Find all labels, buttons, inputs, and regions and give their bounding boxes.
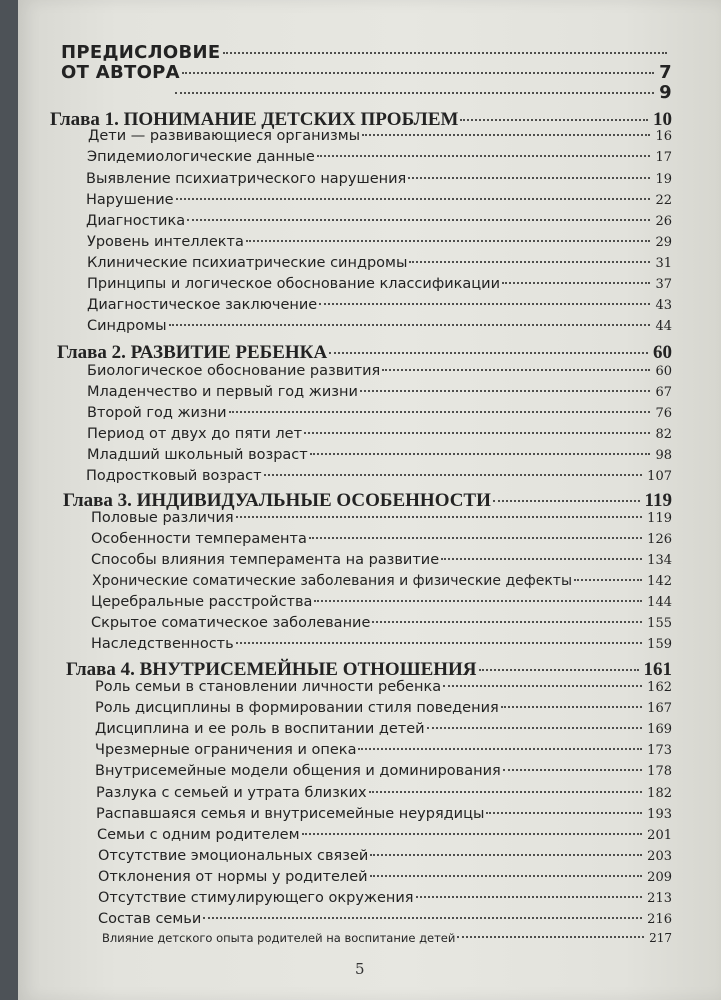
toc-title: Принципы и логическое обоснование классификации [87,276,501,292]
dot-leader [501,706,642,708]
toc-title: Разлука с семьей и утрата близких [96,785,367,801]
toc-entry [91,615,672,631]
toc-page-number: 209 [647,870,672,885]
toc-page-number: 67 [655,385,672,400]
toc-page-number: 161 [643,659,672,680]
toc-title: Отсутствие стимулирующего окружения [98,890,414,906]
toc-page-number: 10 [653,109,672,130]
toc-title: Распавшаяся семья и внутрисемейные неурядицы [96,806,485,822]
toc-title: Скрытое соматическое заболевание [91,615,371,631]
toc-entry [97,827,672,843]
toc-entry [96,785,672,801]
toc-page-number: 126 [647,532,672,547]
toc-title: Влияние детского опыта родителей на воспитание детей [102,931,456,945]
toc-entry [95,763,672,779]
dot-leader [182,72,654,74]
toc-page-number: 22 [655,193,672,208]
toc-title: Младенчество и первый год жизни [87,384,358,400]
toc-page-number: 37 [655,277,672,292]
toc-page-number: 60 [655,364,672,379]
toc-entry-author [61,62,672,83]
toc-entry [87,234,672,250]
toc-page-number: 76 [655,406,672,421]
toc-title: Дисциплина и ее роль в воспитании детей [95,721,425,737]
toc-page-number: 144 [647,595,672,610]
toc-page-number: 155 [647,616,672,631]
toc-entry [91,510,672,526]
toc-page-number: 31 [655,256,672,271]
toc-entry-blank [173,82,672,103]
toc-page-number: 167 [647,701,672,716]
toc-entry [87,318,672,334]
toc-title: Биологическое обоснование развития [87,363,381,379]
toc-entry [86,192,672,208]
dot-leader [223,52,668,54]
toc-entry [95,700,672,716]
dot-leader [372,621,642,623]
toc-entry [87,426,672,442]
dot-leader [382,369,650,371]
toc-title: Особенности темперамента [91,531,307,547]
dot-leader [309,537,642,539]
toc-title: Младший школьный возраст [87,447,308,463]
toc-entry [91,531,672,547]
dot-leader [427,727,643,729]
toc-title: Роль семьи в становлении личности ребенка [95,679,442,695]
toc-title: Наследственность [91,636,234,652]
toc-page-number: 107 [647,469,672,484]
toc-entry [87,255,672,271]
dot-leader [264,474,643,476]
dot-leader [236,516,643,518]
toc-title: Синдромы [87,318,167,334]
dot-leader [443,685,642,687]
toc-page-number: 182 [647,786,672,801]
toc-entry-chapter-2 [57,342,672,364]
toc-page-number: 178 [647,764,672,779]
toc-title: Второй год жизни [87,405,227,421]
toc-entry [86,468,672,484]
toc-entry [87,149,672,165]
toc-title: Хронические соматические заболевания и физические дефекты [92,573,572,589]
toc-title: Уровень интеллекта [87,234,244,250]
dot-leader [457,936,644,938]
toc-page-number: 60 [653,342,672,363]
toc-page-number: 162 [647,680,672,695]
toc-page-number: 142 [647,574,672,589]
dot-leader [236,642,643,644]
toc-entry [91,552,672,568]
dot-leader [310,453,651,455]
toc-title: Клинические психиатрические синдромы [87,255,408,271]
toc-title: Период от двух до пяти лет [87,426,303,442]
dot-leader [304,432,650,434]
toc-title: Глава 1. ПОНИМАНИЕ ДЕТСКИХ ПРОБЛЕМ [50,109,459,130]
toc-title: Эпидемиологические данные [87,149,315,165]
toc-entry [95,721,672,737]
toc-title: ОТ АВТОРА [61,62,180,83]
toc-page-number: 82 [655,427,672,442]
dot-leader [460,119,648,121]
toc-page-number: 159 [647,637,672,652]
dot-leader [229,411,651,413]
dot-leader [369,791,643,793]
toc-entry [86,213,672,229]
toc-entry [88,128,672,144]
toc-title: Отклонения от нормы у родителей [98,869,368,885]
toc-title: Чрезмерные ограничения и опека [95,742,357,758]
dot-leader [416,896,643,898]
dot-leader [441,558,642,560]
toc-page-number: 29 [655,235,672,250]
dot-leader [479,669,639,671]
toc-entry [95,679,672,695]
toc-entry [92,573,672,589]
dot-leader [169,324,651,326]
toc-page-number: 26 [655,214,672,229]
toc-entry [95,742,672,758]
toc-entry-chapter-4 [66,659,672,681]
toc-title: Роль дисциплины в формировании стиля поведения [95,700,499,716]
page-number: 5 [355,960,365,978]
toc-title: Способы влияния темперамента на развитие [91,552,440,568]
toc-page-number: 98 [655,448,672,463]
toc-page-number: 119 [644,490,672,511]
toc-entry [91,636,672,652]
toc-title: Внутрисемейные модели общения и доминирования [95,763,501,779]
toc-title: Семьи с одним родителем [97,827,300,843]
toc-entry [86,171,672,187]
dot-leader [176,198,651,200]
toc-page-number: 9 [659,82,672,103]
toc-entry [98,890,672,906]
toc-title: Глава 2. РАЗВИТИЕ РЕБЕНКА [57,342,328,363]
toc-title: Выявление психиатрического нарушения [86,171,407,187]
toc-entry [87,276,672,292]
toc-page-number: 213 [647,891,672,906]
toc-entry [91,594,672,610]
dot-leader [360,390,651,392]
toc-entry [98,869,672,885]
toc-page-number: 44 [655,319,672,334]
toc-entry-chapter-3 [63,490,672,512]
toc-title: Состав семьи [98,911,202,927]
dot-leader [574,579,642,581]
toc-title: Нарушение [86,192,174,208]
dot-leader [362,134,650,136]
dot-leader [370,854,642,856]
toc-entry [87,405,672,421]
toc-entry [87,363,672,379]
dot-leader [329,352,648,354]
toc-title: Церебральные расстройства [91,594,313,610]
toc-page-number: 16 [655,129,672,144]
toc-title: Дети — развивающиеся организмы [88,128,361,144]
toc-page-number: 193 [647,807,672,822]
dot-leader [203,917,642,919]
toc-title: Глава 3. ИНДИВИДУАЛЬНЫЕ ОСОБЕННОСТИ [63,490,491,511]
table-of-contents [18,0,721,1000]
toc-page-number: 43 [655,298,672,313]
dot-leader [314,600,642,602]
toc-title: Половые различия [91,510,234,526]
toc-entry [87,447,672,463]
dot-leader [408,177,650,179]
dot-leader [246,240,651,242]
toc-title: Диагностическое заключение [87,297,318,313]
toc-entry [96,806,672,822]
toc-page-number: 217 [649,931,672,945]
toc-entry [87,297,672,313]
dot-leader [317,155,651,157]
toc-entry [102,931,672,945]
dot-leader [486,812,642,814]
dot-leader [302,833,643,835]
toc-page-number: 173 [647,743,672,758]
dot-leader [175,92,654,94]
dot-leader [502,282,650,284]
toc-page-number: 201 [647,828,672,843]
toc-title: Диагностика [86,213,186,229]
toc-title: Подростковый возраст [86,468,262,484]
dot-leader [409,261,650,263]
toc-entry [98,911,672,927]
toc-title: Отсутствие эмоциональных связей [98,848,369,864]
toc-entry [98,848,672,864]
toc-page-number: 169 [647,722,672,737]
toc-page-number: 216 [647,912,672,927]
dot-leader [370,875,643,877]
dot-leader [187,219,650,221]
dot-leader [319,303,650,305]
toc-entry-preface [61,42,672,63]
toc-page-number: 17 [655,150,672,165]
toc-title: Глава 4. ВНУТРИСЕМЕЙНЫЕ ОТНОШЕНИЯ [66,659,477,680]
toc-page-number: 134 [647,553,672,568]
toc-title: ПРЕДИСЛОВИЕ [61,42,221,63]
dot-leader [358,748,642,750]
toc-page-number: 7 [659,62,672,83]
toc-page-number: 119 [647,511,672,526]
toc-entry [87,384,672,400]
toc-page-number: 19 [655,172,672,187]
toc-page-number: 203 [647,849,672,864]
document-page [18,0,721,1000]
dot-leader [503,769,642,771]
dot-leader [493,500,640,502]
